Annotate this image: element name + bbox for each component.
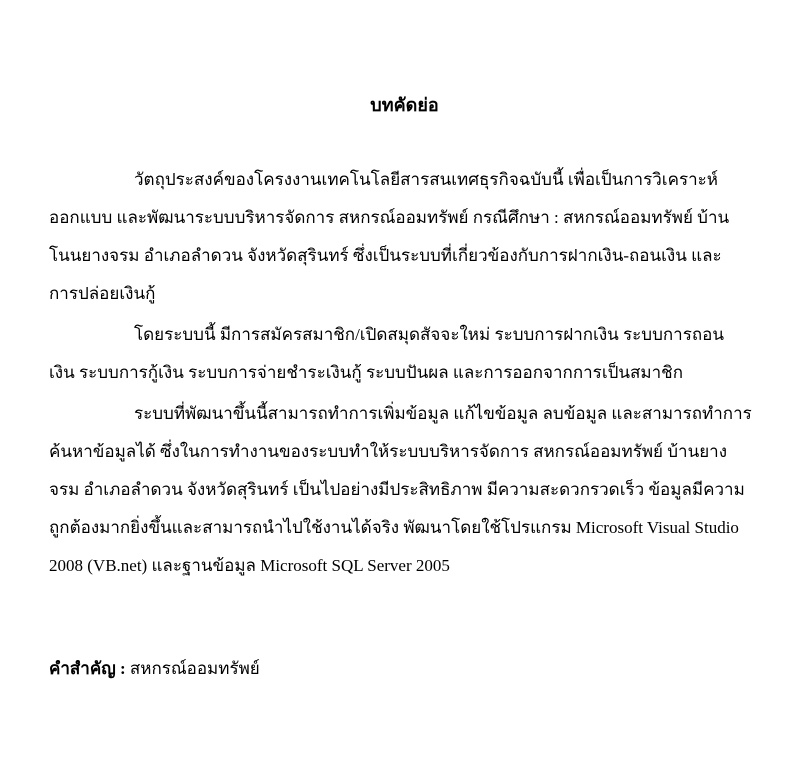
keywords-value: สหกรณ์ออมทรัพย์ xyxy=(129,659,260,678)
abstract-line-3: โนนยางจรม อำเภอลำดวน จังหวัดสุรินทร์ ซึ่งเป็นระบบที่เกี่ยวข้องกับการฝากเงิน-ถอนเงิน และ xyxy=(49,246,722,265)
abstract-line-10: ถูกต้องมากยิ่งขึ้นและสามารถนำไปใช้งานได้จริง พัฒนาโดยใช้โปรแกรม Microsoft Visual Studio xyxy=(49,518,739,537)
keywords-line xyxy=(49,656,260,682)
abstract-line-8: ค้นหาข้อมูลได้ ซึ่งในการทำงานของระบบทำให้ระบบบริหารจัดการ สหกรณ์ออมทรัพย์ บ้านยาง xyxy=(49,442,728,461)
abstract-line-4: การปล่อยเงินกู้ xyxy=(49,284,156,303)
abstract-line-6: เงิน ระบบการกู้เงิน ระบบการจ่ายชำระเงินกู้ ระบบปันผล และการออกจากการเป็นสมาชิก xyxy=(49,363,683,382)
abstract-line-9: จรม อำเภอลำดวน จังหวัดสุรินทร์ เป็นไปอย่างมีประสิทธิภาพ มีความสะดวกรวดเร็ว ข้อมูลมีความ xyxy=(49,480,745,499)
abstract-line-11: 2008 (VB.net) และฐานข้อมูล Microsoft SQL Server 2005 xyxy=(49,556,450,575)
abstract-line-7: ระบบที่พัฒนาขึ้นนี้สามารถทำการเพิ่มข้อมูล แก้ไขข้อมูล ลบข้อมูล และสามารถทำการ xyxy=(134,404,752,423)
abstract-title: บทคัดย่อ xyxy=(370,95,439,115)
keywords-label: คำสำคัญ : xyxy=(49,659,126,678)
abstract-line-1: วัตถุประสงค์ของโครงงานเทคโนโลยีสารสนเทศธุรกิจฉบับนี้ เพื่อเป็นการวิเคราะห์ xyxy=(134,170,718,189)
abstract-line-5: โดยระบบนี้ มีการสมัครสมาชิก/เปิดสมุดสัจจะใหม่ ระบบการฝากเงิน ระบบการถอน xyxy=(134,325,724,344)
abstract-line-2: ออกแบบ และพัฒนาระบบบริหารจัดการ สหกรณ์ออมทรัพย์ กรณีศึกษา : สหกรณ์ออมทรัพย์ บ้าน xyxy=(49,208,730,227)
